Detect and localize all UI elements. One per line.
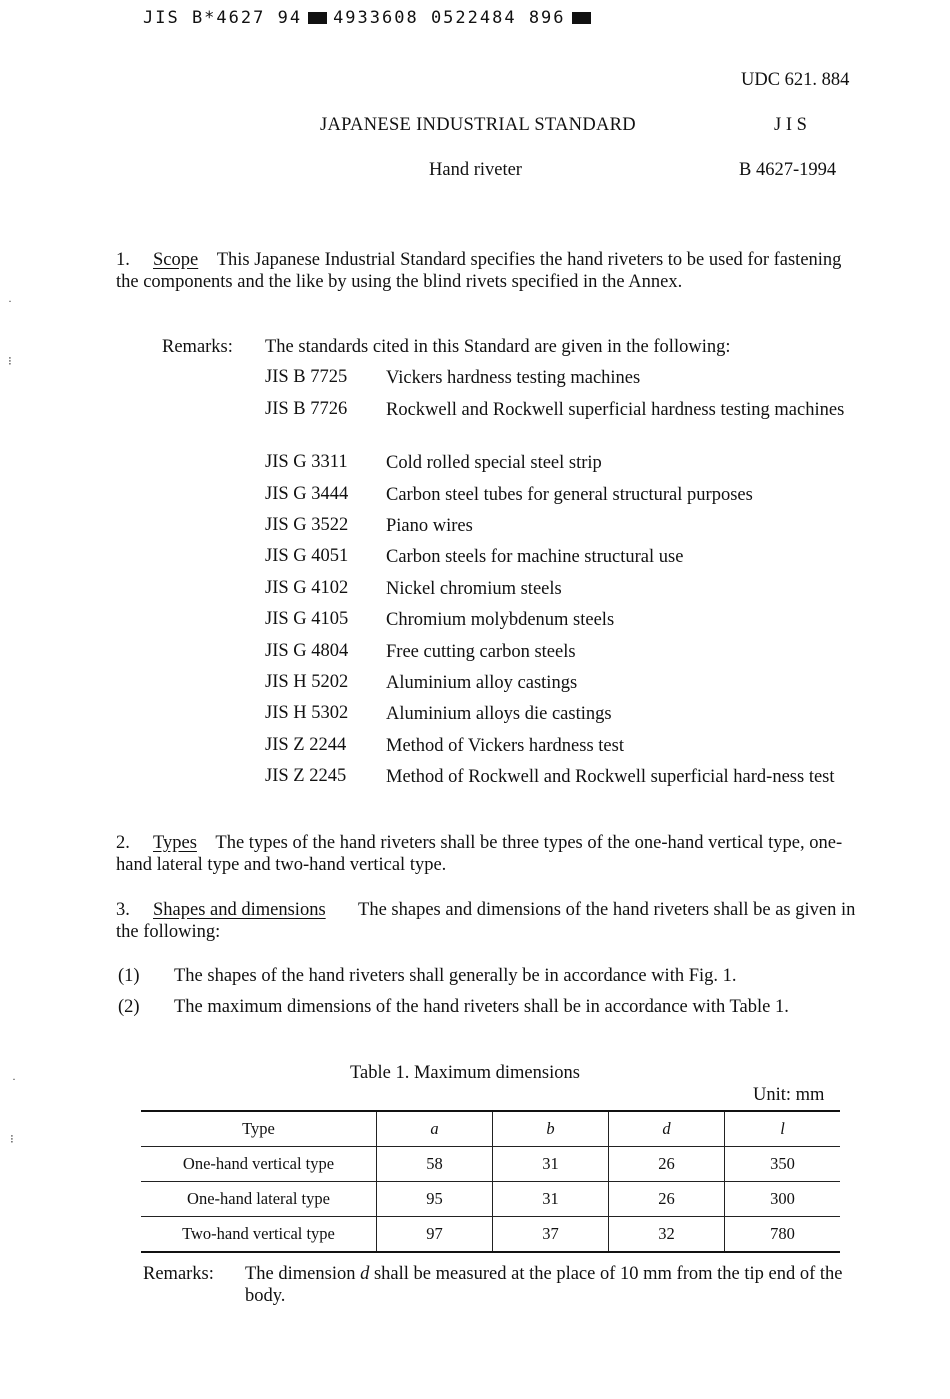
scan-speck: ⁝	[8, 354, 12, 368]
maximum-dimensions-table	[141, 1110, 840, 1253]
section-number: 3.	[116, 900, 130, 920]
cell-a: 95	[377, 1182, 493, 1217]
section-types	[116, 832, 858, 876]
scan-speck: ·	[8, 294, 12, 308]
standard-title-item: Rockwell and Rockwell superficial hardness testing machines	[386, 400, 845, 420]
scan-speck: ·	[12, 1072, 16, 1086]
section-number: 2.	[116, 833, 130, 853]
column-header-b: b	[493, 1111, 609, 1147]
table-row	[141, 1147, 840, 1182]
standard-title-item: Vickers hardness testing machines	[386, 368, 641, 388]
table-header-row	[141, 1111, 840, 1147]
standard-code: JIS G 4105	[265, 609, 349, 629]
cell-l: 300	[725, 1182, 841, 1217]
section-text: The shapes and dimensions of the hand riveters shall be as given in the following:	[116, 900, 856, 942]
table-caption: Table 1. Maximum dimensions	[350, 1063, 580, 1083]
standard-code: JIS B 7726	[265, 399, 348, 419]
standard-title-item: Method of Vickers hardness test	[386, 736, 624, 756]
table-row	[141, 1182, 840, 1217]
table-unit: Unit: mm	[753, 1085, 825, 1105]
standard-title-item: Free cutting carbon steels	[386, 642, 576, 662]
black-block-mark	[308, 12, 327, 24]
code-part-2: 4933608 0522484 896	[333, 8, 566, 28]
black-block-mark	[572, 12, 591, 24]
jis-label: J I S	[774, 115, 807, 135]
cell-a: 58	[377, 1147, 493, 1182]
document-code-line	[143, 8, 597, 28]
list-item-number: (1)	[118, 966, 140, 986]
cell-type: Two-hand vertical type	[141, 1217, 377, 1253]
standard-code: JIS H 5202	[265, 672, 349, 692]
section-scope	[116, 249, 858, 293]
remarks-variable: d	[360, 1264, 370, 1284]
cell-type: One-hand vertical type	[141, 1147, 377, 1182]
standard-title-item: Chromium molybdenum steels	[386, 610, 615, 630]
column-header-d: d	[609, 1111, 725, 1147]
standard-code: JIS G 3311	[265, 452, 348, 472]
cell-l: 350	[725, 1147, 841, 1182]
standard-title-item: Aluminium alloys die castings	[386, 704, 612, 724]
cell-b: 31	[493, 1147, 609, 1182]
standard-code: JIS B 7725	[265, 367, 348, 387]
remarks-label: Remarks:	[143, 1264, 214, 1284]
cell-d: 32	[609, 1217, 725, 1253]
organization-title: JAPANESE INDUSTRIAL STANDARD	[320, 115, 636, 135]
column-header-a: a	[377, 1111, 493, 1147]
standard-code: JIS G 4102	[265, 578, 349, 598]
section-text: The types of the hand riveters shall be three types of the one-hand vertical type, one-hand lateral type and two-hand vertical type.	[116, 833, 843, 875]
standard-code: JIS Z 2244	[265, 735, 347, 755]
standard-code: JIS G 4051	[265, 546, 349, 566]
standard-title-item: Piano wires	[386, 516, 473, 536]
cell-a: 97	[377, 1217, 493, 1253]
remarks-text	[245, 1263, 845, 1307]
standard-title-item: Method of Rockwell and Rockwell superficial hard-ness test	[386, 767, 835, 787]
standard-title-item: Aluminium alloy castings	[386, 673, 578, 693]
standard-title-item: Cold rolled special steel strip	[386, 453, 602, 473]
remarks-intro: The standards cited in this Standard are given in the following:	[265, 337, 731, 357]
udc-number: UDC 621. 884	[741, 70, 850, 90]
cell-d: 26	[609, 1182, 725, 1217]
section-heading: Shapes and dimensions	[153, 900, 326, 920]
section-number: 1.	[116, 250, 130, 270]
remarks-label: Remarks:	[162, 337, 233, 357]
cell-l: 780	[725, 1217, 841, 1253]
standard-title: Hand riveter	[429, 160, 522, 180]
section-shapes-dimensions	[116, 899, 858, 943]
standard-number: B 4627-1994	[739, 160, 837, 180]
cell-type: One-hand lateral type	[141, 1182, 377, 1217]
column-header-l: l	[725, 1111, 841, 1147]
code-part-1: JIS B*4627 94	[143, 8, 303, 28]
cell-b: 31	[493, 1182, 609, 1217]
standard-title-item: Carbon steel tubes for general structural purposes	[386, 485, 753, 505]
standard-code: JIS Z 2245	[265, 766, 347, 786]
remarks-text-pre: The dimension	[245, 1264, 361, 1284]
section-heading: Types	[153, 833, 197, 853]
table-row	[141, 1217, 840, 1253]
remarks-text-post: shall be measured at the place of 10 mm from the tip end of the body.	[245, 1264, 843, 1306]
section-heading: Scope	[153, 250, 199, 270]
standard-title-item: Nickel chromium steels	[386, 579, 562, 599]
list-item-number: (2)	[118, 997, 140, 1017]
section-text: This Japanese Industrial Standard specifies the hand riveters to be used for fastening the components and the like by using the blind rivets specified in the Annex.	[116, 250, 842, 292]
list-item-text: The maximum dimensions of the hand riveters shall be in accordance with Table 1.	[174, 997, 789, 1017]
list-item-text: The shapes of the hand riveters shall generally be in accordance with Fig. 1.	[174, 966, 737, 986]
cell-b: 37	[493, 1217, 609, 1253]
standard-code: JIS G 4804	[265, 641, 349, 661]
standard-code: JIS H 5302	[265, 703, 349, 723]
standard-title-item: Carbon steels for machine structural use	[386, 547, 684, 567]
column-header-type: Type	[141, 1111, 377, 1147]
standard-code: JIS G 3522	[265, 515, 349, 535]
scan-speck: ⁝	[10, 1132, 14, 1146]
cell-d: 26	[609, 1147, 725, 1182]
standard-code: JIS G 3444	[265, 484, 349, 504]
